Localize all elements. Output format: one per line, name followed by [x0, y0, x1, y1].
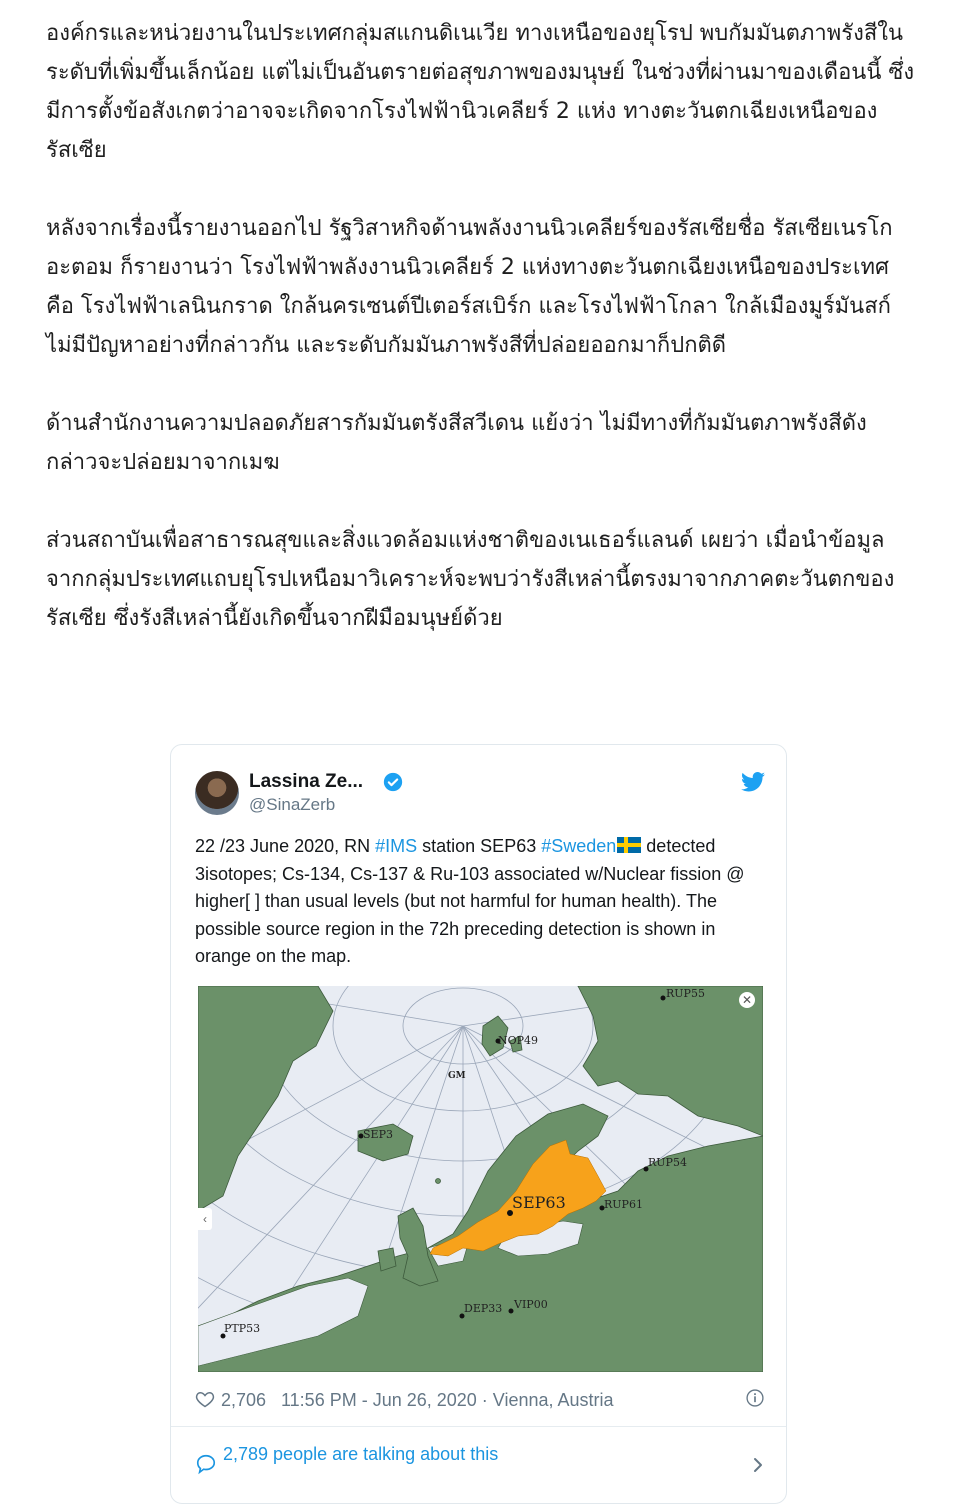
article-paragraph-1: องค์กรและหน่วยงานในประเทศกลุ่มสแกนดิเนเวีย ทางเหนือของยุโรป พบกัมมันตภาพรังสีในระดับที่เพิ่มขึ้นเล็กน้อย แต่ไม่เป็นอันตรายต่อสุขภาพของมนุษย์ ในช่วงที่ผ่านมาของเดือนนี้ ซึ่งมีการตั้งข้อสังเกตว่าอาจจะเกิดจากโรงไฟฟ้านิวเคลียร์ 2 แห่ง ทางตะวันตกเฉียงเหนือของรัสเซีย: [46, 21, 915, 163]
map-graphic: [198, 986, 763, 1372]
talking-about-text[interactable]: 2,789 people are talking about this: [223, 1444, 499, 1464]
map-label-vip00: VIP00: [514, 1298, 548, 1311]
tweet-header: [195, 769, 765, 817]
like-count[interactable]: 2,706: [221, 1390, 267, 1410]
article-paragraph-3: ด้านสำนักงานความปลอดภัยสารกัมมันตรังสีสวีเดน แย้งว่า ไม่มีทางที่กัมมันตภาพรังสีดังกล่าวจะปล่อยมาจากเมฆ: [46, 411, 867, 475]
map-label-rup61: RUP61: [604, 1198, 643, 1211]
info-icon[interactable]: [745, 1388, 765, 1408]
article-body: [46, 14, 916, 677]
close-icon[interactable]: ✕: [739, 992, 755, 1008]
speech-bubble-icon: [195, 1453, 217, 1475]
tweet-meta: [195, 1388, 765, 1412]
hashtag-sweden[interactable]: #Sweden: [541, 836, 617, 856]
heart-icon[interactable]: [195, 1389, 215, 1409]
map-label-nop49: NOP49: [498, 1034, 539, 1047]
twitter-bird-icon[interactable]: [741, 771, 765, 793]
chevron-right-icon[interactable]: [751, 1455, 765, 1475]
chevron-left-icon[interactable]: ‹: [198, 1208, 212, 1230]
tweet-divider: [171, 1426, 786, 1427]
embedded-tweet[interactable]: [170, 744, 787, 1504]
tweet-text-prefix: 22 /23 June 2020, RN: [195, 836, 376, 856]
map-label-ptp53: PTP53: [224, 1322, 261, 1335]
sweden-flag-icon: [617, 837, 641, 853]
map-label-sep63: SEP63: [512, 1193, 566, 1212]
avatar[interactable]: [195, 771, 239, 815]
tweet-text: [195, 833, 765, 971]
tweet-author-handle[interactable]: @SinaZerb: [249, 795, 336, 814]
tweet-map-image[interactable]: [198, 986, 763, 1372]
tweet-timestamp-location[interactable]: 11:56 PM - Jun 26, 2020 · Vienna, Austria: [281, 1390, 614, 1410]
conversation-link[interactable]: [195, 1441, 765, 1493]
article-paragraph-2: หลังจากเรื่องนี้รายงานออกไป รัฐวิสาหกิจด้านพลังงานนิวเคลียร์ของรัสเซียชื่อ รัสเซียเนรโกอะตอม ก็รายงานว่า โรงไฟฟ้าพลังงานนิวเคลียร์ 2 แห่งทางตะวันตกเฉียงเหนือของประเทศ คือ โรงไฟฟ้าเลนินกราด ใกล้นครเซนต์ปีเตอร์สเบิร์ก และโรงไฟฟ้าโกลา ใกล้เมืองมูร์มันสก์ ไม่มีปัญหาอย่างที่กล่าวกัน และระดับกัมมันภาพรังสีที่ปล่อยออกมาก็ปกติดี: [46, 216, 893, 358]
hashtag-ims[interactable]: #IMS: [375, 836, 418, 856]
map-label-rup54: RUP54: [648, 1156, 687, 1169]
map-label-gm: GM: [448, 1071, 466, 1081]
verified-badge-icon: [383, 772, 403, 792]
article-paragraph-4: ส่วนสถาบันเพื่อสาธารณสุขและสิ่งแวดล้อมแห่งชาติของเนเธอร์แลนด์ เผยว่า เมื่อนำข้อมูลจากกลุ่มประเทศแถบยุโรปเหนือมาวิเคราะห์จะพบว่ารังสีเหล่านี้ตรงมาจากภาคตะวันตกของรัสเซีย ซึ่งรังสีเหล่านี้ยังเกิดขึ้นจากฝีมือมนุษย์ด้วย: [46, 528, 895, 631]
map-label-dep33: DEP33: [464, 1302, 503, 1315]
map-label-rup55: RUP55: [666, 987, 705, 1000]
tweet-text-rest: detected 3isotopes; Cs-134, Cs-137 & Ru-103 associated w/Nuclear fission @ higher[ ] than usual levels (but not harmful for human health). The possible source region in the 72h preceding detection is shown in orange on the map.: [195, 836, 745, 966]
tweet-author-name[interactable]: Lassina Ze...: [249, 771, 364, 792]
map-label-sep3x: SEP3: [363, 1128, 393, 1141]
tweet-text-mid: station SEP63: [417, 836, 542, 856]
